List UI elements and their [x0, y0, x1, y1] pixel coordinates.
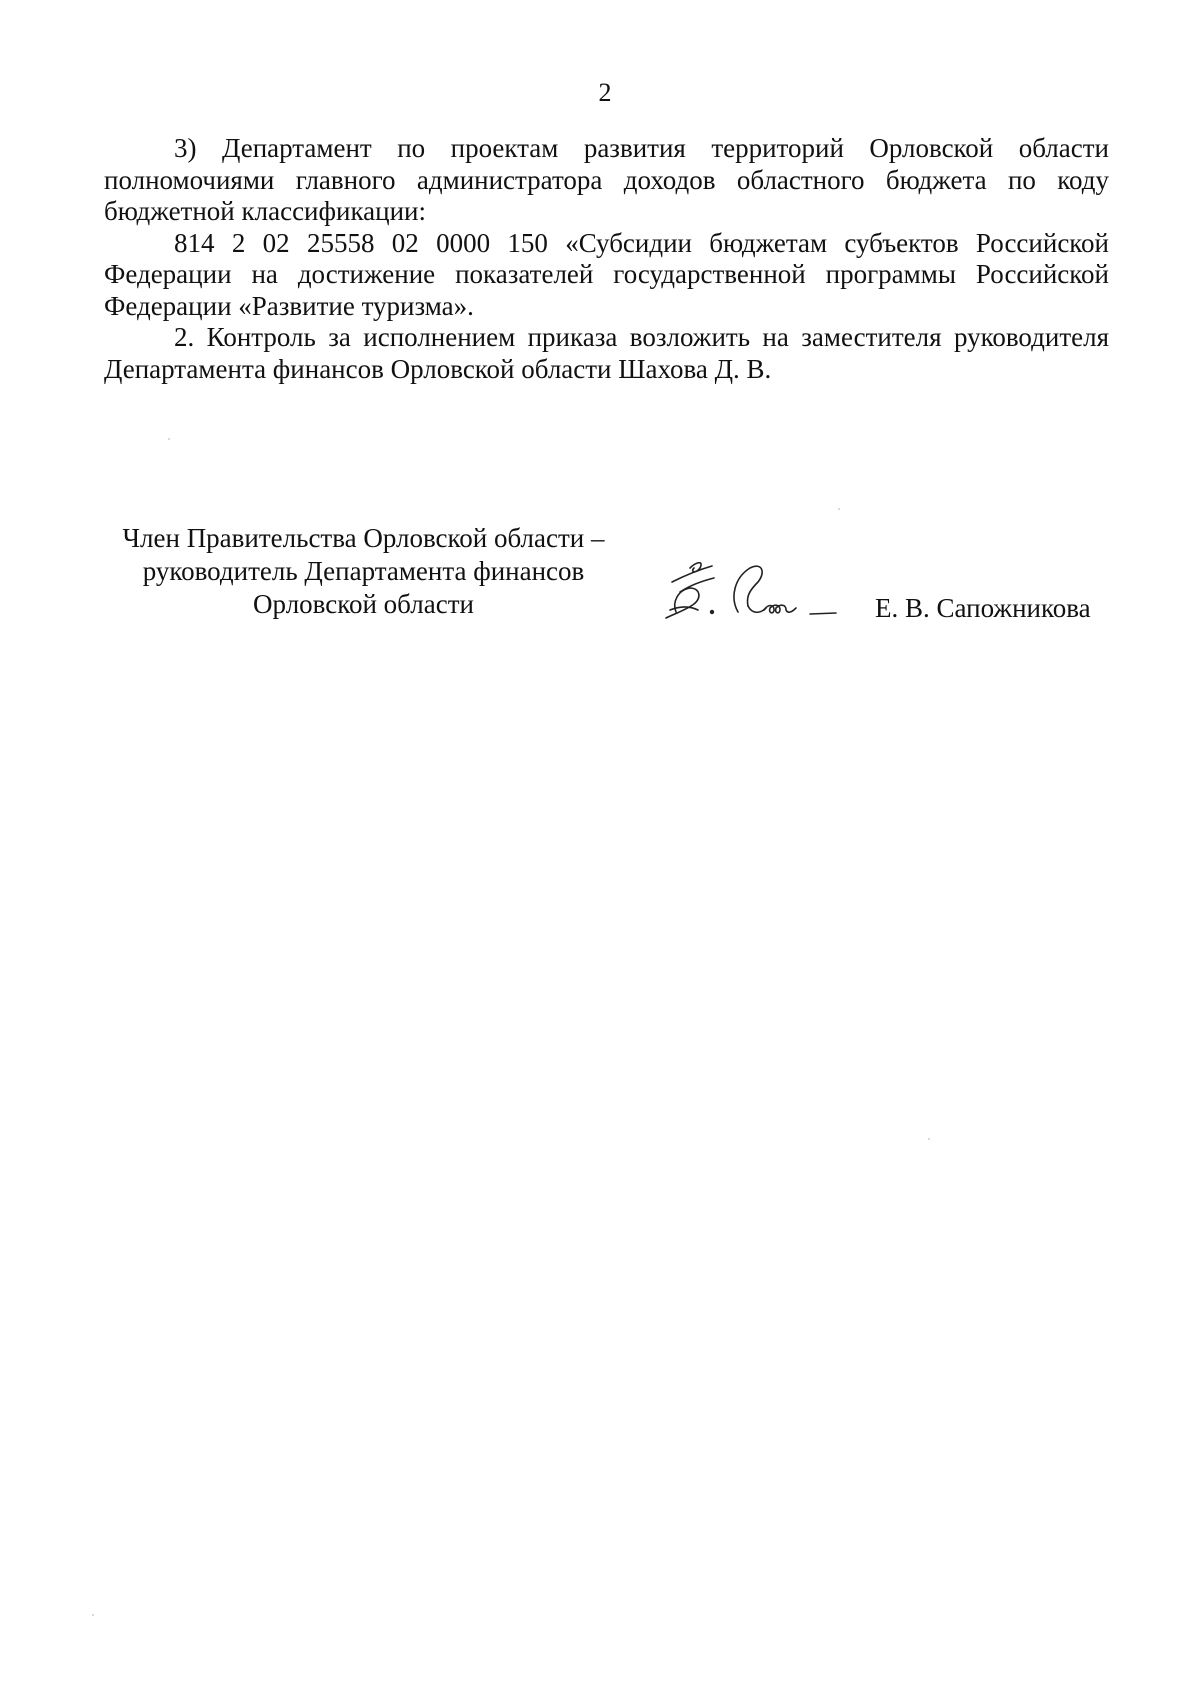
- page-number: 2: [598, 78, 612, 107]
- paragraph-item-3: 3) Департамент по проектам развития территорий Орловской области полномочиями главного администратора доходов областного бюджета по коду бюджетной классификации:: [104, 133, 1109, 226]
- signer-name: Е. В. Сапожникова: [875, 593, 1091, 623]
- signatory-position: [96, 522, 631, 621]
- paragraph-item-2-control: 2. Контроль за исполнением приказа возложить на заместителя руководителя Департамента финансов Орловской области Шахова Д. В.: [104, 322, 1109, 384]
- signatory-position-line-2: руководитель Департамента финансов: [142, 556, 585, 586]
- scan-speck: [838, 508, 840, 510]
- scan-speck: [92, 1614, 94, 1616]
- scan-speck: [168, 438, 170, 440]
- scan-speck: [928, 1138, 930, 1140]
- paragraph-budget-code: 814 2 02 25558 02 0000 150 «Субсидии бюджетам субъектов Российской Федерации на достижение показателей государственной программы Российской Федерации «Развитие туризма».: [104, 227, 1109, 321]
- signatory-position-line-1: Член Правительства Орловской области –: [122, 523, 605, 553]
- signatory-position-line-3: Орловской области: [253, 589, 474, 619]
- handwritten-signature: [650, 548, 850, 626]
- document-body: [104, 133, 1109, 385]
